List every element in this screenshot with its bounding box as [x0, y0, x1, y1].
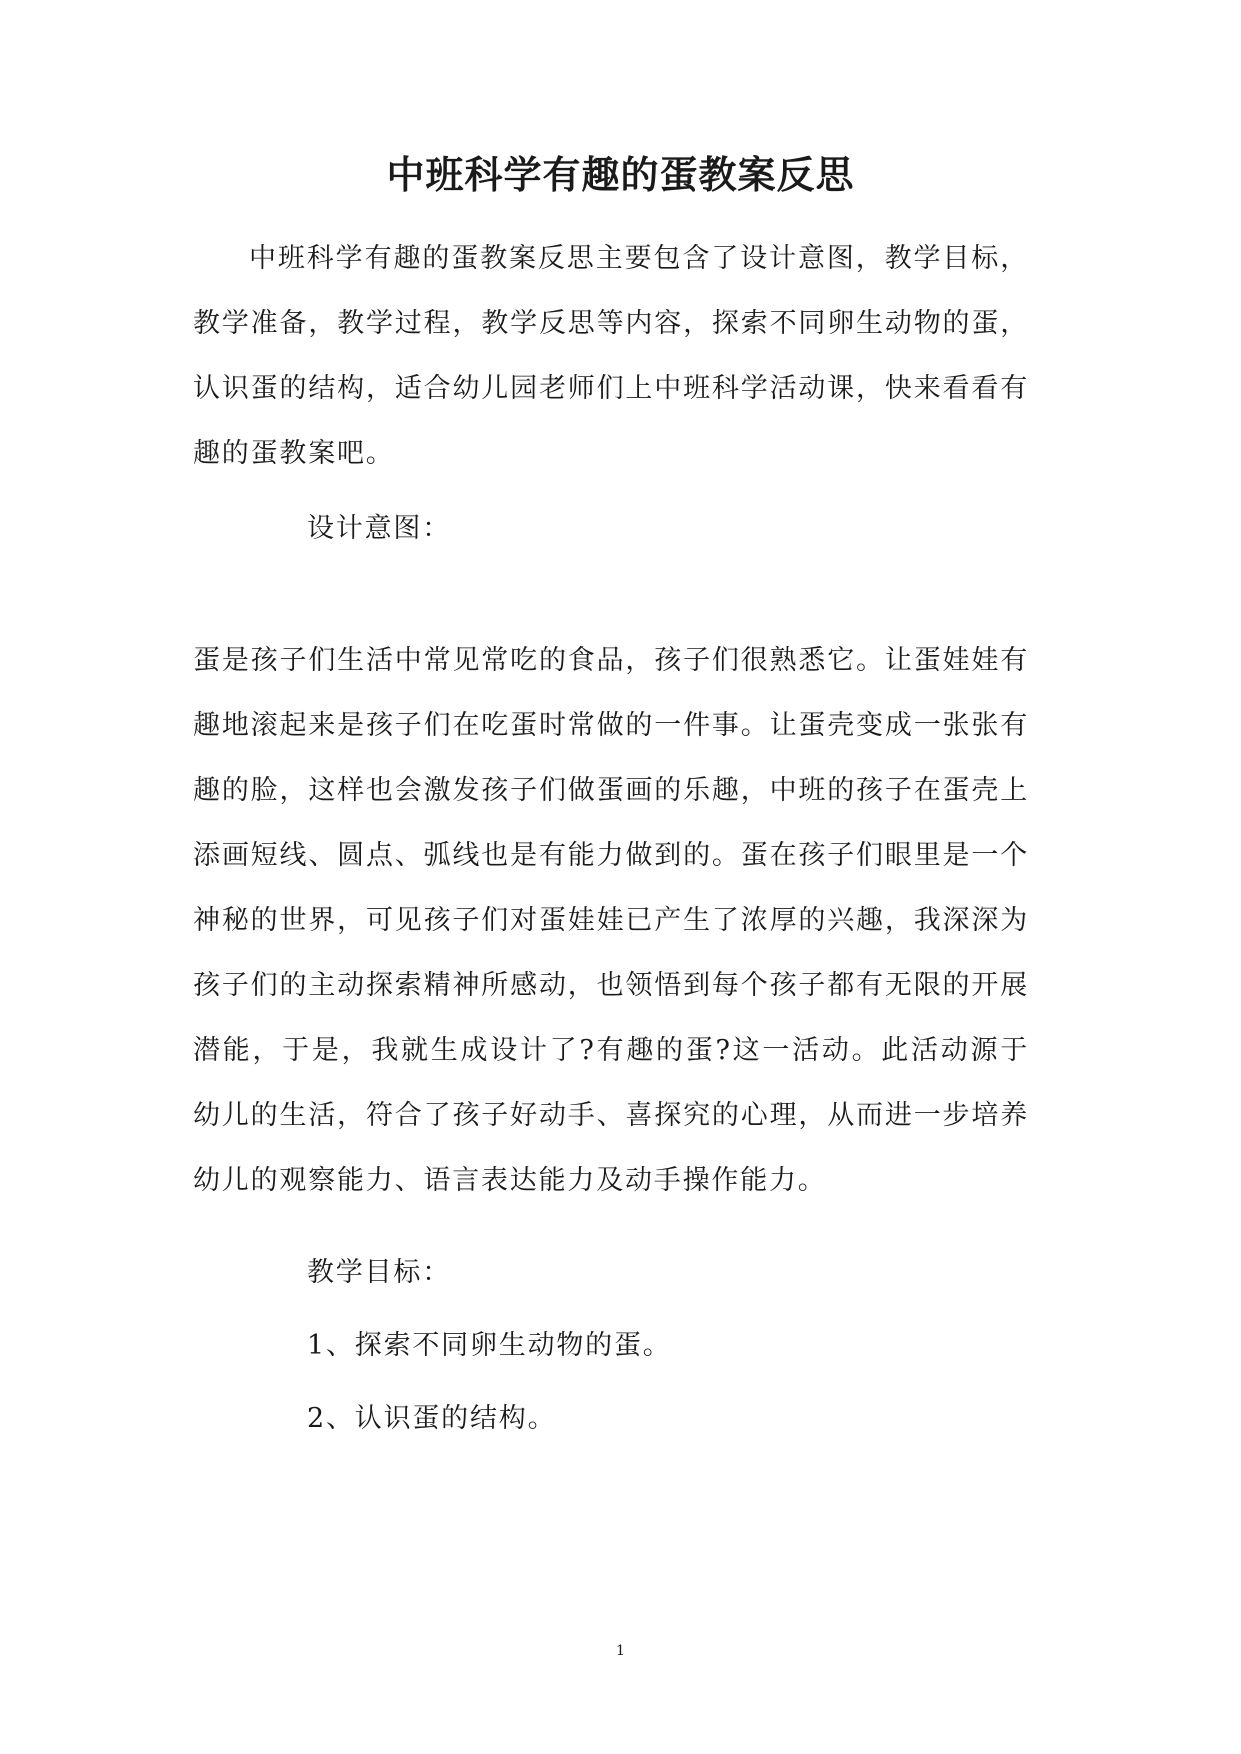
- goal-item-2: 2、认识蛋的结构。: [307, 1403, 557, 1434]
- page-number: 1: [616, 1643, 625, 1659]
- design-intent-heading: 设计意图：: [307, 513, 451, 544]
- teaching-goals-heading: 教学目标：: [307, 1257, 451, 1288]
- intro-paragraph: 中班科学有趣的蛋教案反思主要包含了设计意图，教学目标，教学准备，教学过程，教学反思等内容，探索不同卵生动物的蛋，认识蛋的结构，适合幼儿园老师们上中班科学活动课，快来看看有趣的蛋教案吧。: [193, 243, 1029, 469]
- design-intent-paragraph: 蛋是孩子们生活中常见常吃的食品，孩子们很熟悉它。让蛋娃娃有趣地滚起来是孩子们在吃蛋时常做的一件事。让蛋壳变成一张张有趣的脸，这样也会激发孩子们做蛋画的乐趣，中班的孩子在蛋壳上添画短线、圆点、弧线也是有能力做到的。蛋在孩子们眼里是一个神秘的世界，可见孩子们对蛋娃娃已产生了浓厚的兴趣，我深深为孩子们的主动探索精神所感动，也领悟到每个孩子都有无限的开展潜能，于是，我就生成设计了?有趣的蛋?这一活动。此活动源于幼儿的生活，符合了孩子好动手、喜探究的心理，从而进一步培养幼儿的观察能力、语言表达能力及动手操作能力。: [193, 645, 1029, 1196]
- document-title: 中班科学有趣的蛋教案反思: [386, 152, 855, 197]
- goal-item-1: 1、探索不同卵生动物的蛋。: [307, 1330, 672, 1361]
